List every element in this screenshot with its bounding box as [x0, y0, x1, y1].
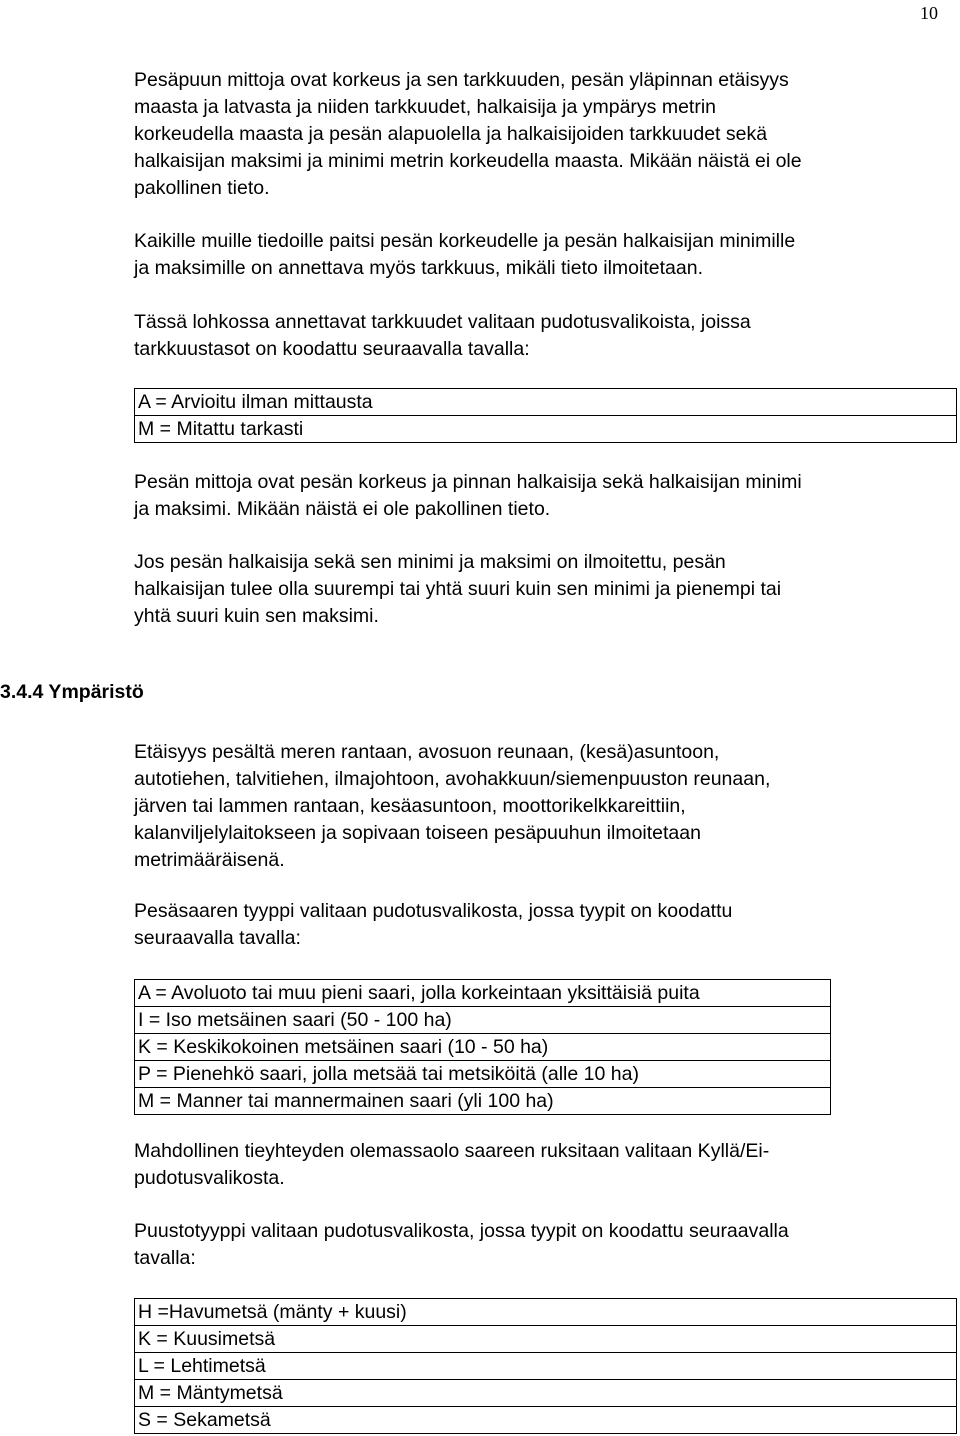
text-line: korkeudella maasta ja pesän alapuolella ja halkaisijoiden tarkkuudet sekä [134, 123, 768, 145]
text-line: Etäisyys pesältä meren rantaan, avosuon reunaan, (kesä)asuntoon, [134, 741, 720, 763]
table-row [135, 1061, 831, 1088]
table-cell: M = Mitattu tarkasti [135, 416, 957, 443]
table-row [135, 1380, 957, 1407]
table-row [135, 980, 831, 1007]
text-line: halkaisijan maksimi ja minimi metrin korkeudella maasta. Mikään näistä ei ole [134, 150, 802, 172]
text-line: Jos pesän halkaisija sekä sen minimi ja maksimi on ilmoitettu, pesän [134, 551, 726, 573]
table-cell: P = Pienehkö saari, jolla metsää tai metsiköitä (alle 10 ha) [135, 1061, 831, 1088]
paragraph-forest-type [134, 1218, 789, 1272]
text-line: kalanviljelylaitokseen ja sopivaan toiseen pesäpuuhun ilmoitetaan [134, 822, 701, 844]
table-cell: H =Havumetsä (mänty + kuusi) [135, 1299, 957, 1326]
text-line: halkaisijan tulee olla suurempi tai yhtä suuri kuin sen minimi ja pienempi tai [134, 578, 782, 600]
island-types-table-wrap [134, 979, 831, 1115]
text-line: Puustotyyppi valitaan pudotusvalikosta, jossa tyypit on koodattu seuraavalla [134, 1220, 789, 1242]
table-cell: S = Sekametsä [135, 1407, 957, 1434]
forest-types-table-wrap [134, 1298, 957, 1434]
table-row [135, 1088, 831, 1115]
text-line: ja maksimi. Mikään näistä ei ole pakollinen tieto. [134, 498, 551, 520]
table-row [135, 1407, 957, 1434]
accuracy-codes-table [134, 388, 957, 443]
table-row [135, 389, 957, 416]
table-cell: M = Mäntymetsä [135, 1380, 957, 1407]
table-row [135, 1353, 957, 1380]
table-cell: A = Arvioitu ilman mittausta [135, 389, 957, 416]
page-number: 10 [920, 3, 938, 23]
paragraph-island-type [134, 898, 732, 952]
table-cell: I = Iso metsäinen saari (50 - 100 ha) [135, 1007, 831, 1034]
table-cell: M = Manner tai mannermainen saari (yli 100 ha) [135, 1088, 831, 1115]
text-line: Tässä lohkossa annettavat tarkkuudet valitaan pudotusvalikoista, joissa [134, 311, 751, 333]
paragraph-road-connection [134, 1138, 769, 1192]
text-line: pudotusvalikosta. [134, 1167, 285, 1189]
table-cell: L = Lehtimetsä [135, 1353, 957, 1380]
accuracy-codes-table-wrap [134, 388, 957, 443]
text-line: yhtä suuri kuin sen maksimi. [134, 605, 379, 627]
table-cell: K = Kuusimetsä [135, 1326, 957, 1353]
text-line: järven tai lammen rantaan, kesäasuntoon, moottorikelkkareittiin, [134, 795, 686, 817]
paragraph-distances [134, 739, 770, 874]
paragraph-nest-measurements [134, 469, 802, 523]
text-line: Pesäsaaren tyyppi valitaan pudotusvalikosta, jossa tyypit on koodattu [134, 900, 733, 922]
table-row [135, 1326, 957, 1353]
text-line: tavalla: [134, 1247, 196, 1269]
paragraph-accuracy-required [134, 228, 795, 282]
paragraph-diameter-rule [134, 549, 781, 630]
text-line: ja maksimille on annettava myös tarkkuus, mikäli tieto ilmoitetaan. [134, 257, 703, 279]
text-line: Pesäpuun mittoja ovat korkeus ja sen tarkkuuden, pesän yläpinnan etäisyys [134, 69, 789, 91]
table-cell: A = Avoluoto tai muu pieni saari, jolla korkeintaan yksittäisiä puita [135, 980, 831, 1007]
text-line: Pesän mittoja ovat pesän korkeus ja pinnan halkaisija sekä halkaisijan minimi [134, 471, 802, 493]
table-row [135, 416, 957, 443]
text-line: tarkkuustasot on koodattu seuraavalla tavalla: [134, 338, 530, 360]
text-line: pakollinen tieto. [134, 177, 270, 199]
text-line: autotiehen, talvitiehen, ilmajohtoon, avohakkuun/siemenpuuston reunaan, [134, 768, 771, 790]
paragraph-nest-tree-measurements [134, 67, 802, 202]
island-types-table [134, 979, 831, 1115]
text-line: maasta ja latvasta ja niiden tarkkuudet, halkaisija ja ympärys metrin [134, 96, 717, 118]
text-line: metrimääräisenä. [134, 849, 285, 871]
forest-types-table [134, 1298, 957, 1434]
table-row [135, 1007, 831, 1034]
text-line: Mahdollinen tieyhteyden olemassaolo saareen ruksitaan valitaan Kyllä/Ei- [134, 1140, 770, 1162]
table-row [135, 1034, 831, 1061]
table-cell: K = Keskikokoinen metsäinen saari (10 - 50 ha) [135, 1034, 831, 1061]
text-line: Kaikille muille tiedoille paitsi pesän korkeudelle ja pesän halkaisijan minimille [134, 230, 796, 252]
section-heading: 3.4.4 Ympäristö [0, 681, 144, 703]
table-row [135, 1299, 957, 1326]
paragraph-accuracy-dropdowns [134, 309, 751, 363]
text-line: seuraavalla tavalla: [134, 927, 301, 949]
